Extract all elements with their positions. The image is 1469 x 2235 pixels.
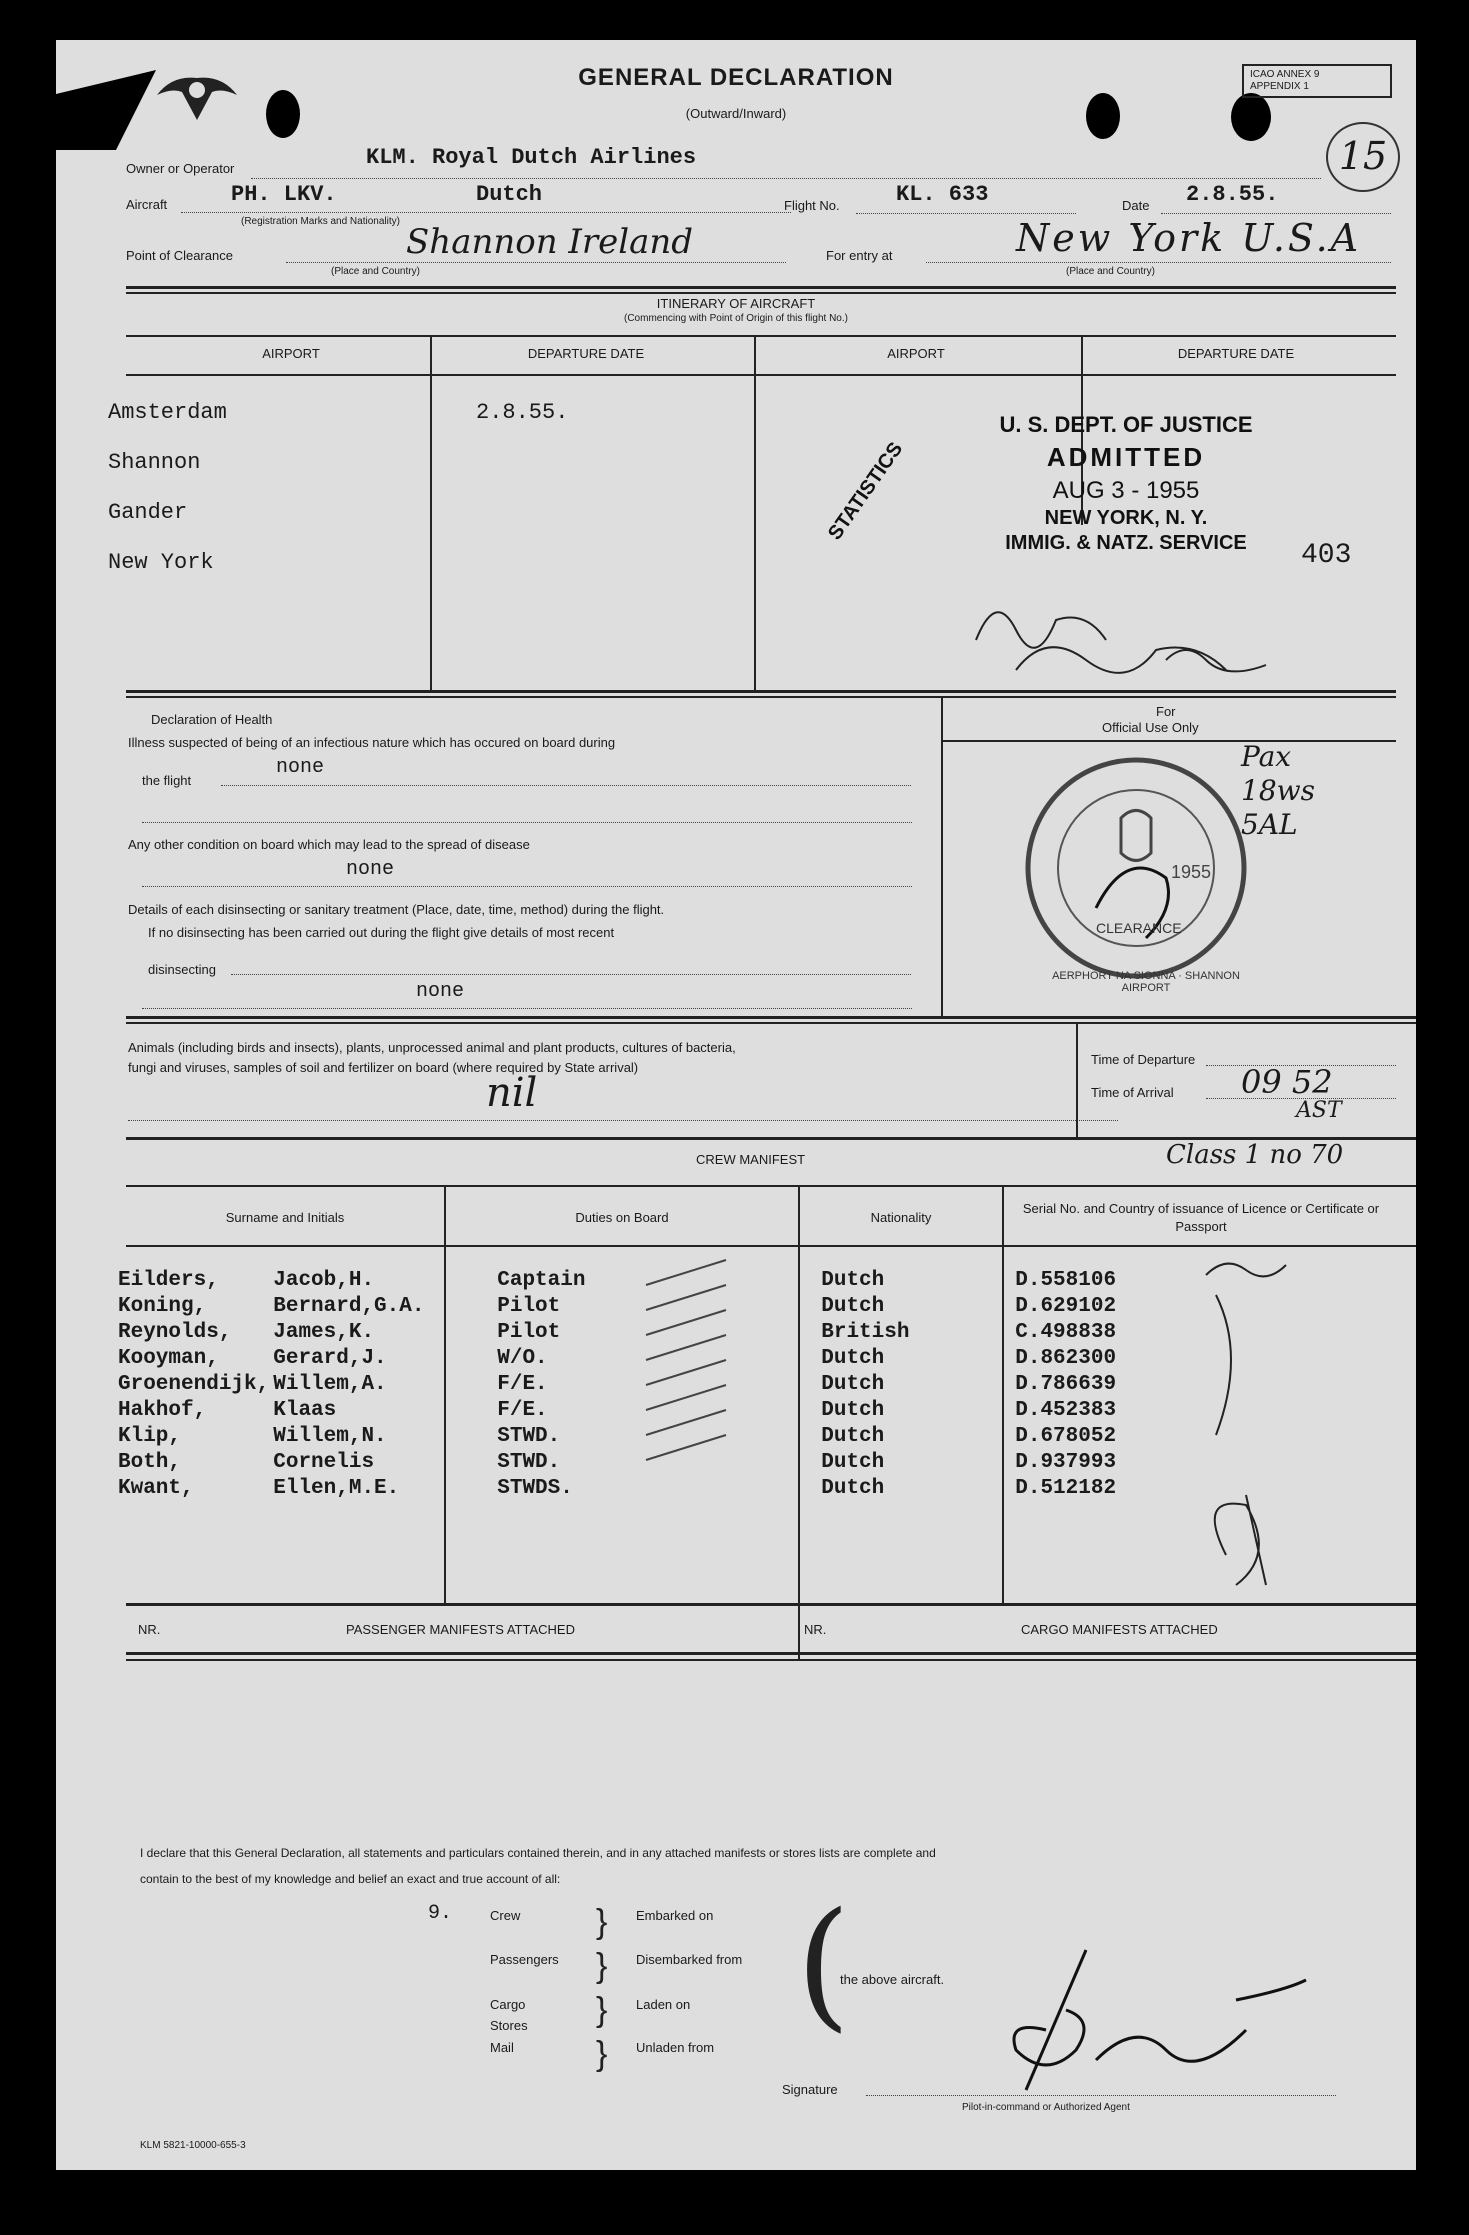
owner-label: Owner or Operator <box>126 161 235 176</box>
rule <box>126 292 1396 294</box>
illness-value: none <box>276 756 325 779</box>
crew-row <box>118 1294 1120 1320</box>
inspector-signature <box>956 580 1296 690</box>
crew-serial: C.498838 <box>1015 1321 1117 1344</box>
crew-serial: D.452383 <box>1015 1399 1117 1422</box>
illness-line <box>221 785 911 786</box>
crew-surname: Koning, <box>118 1295 207 1318</box>
clearance-line <box>286 262 786 263</box>
crew-firstname: James,K. <box>273 1321 375 1344</box>
decl-laden: Laden on <box>636 1997 691 2012</box>
clearance-label: Point of Clearance <box>126 248 233 263</box>
decl-cargo: Cargo <box>490 1997 526 2012</box>
rule <box>126 1652 1416 1655</box>
page-number: 15 <box>1326 122 1400 192</box>
aircraft-line <box>181 212 791 213</box>
crew-count: 9. <box>428 1902 453 1925</box>
stamp-clearance: CLEARANCE <box>1096 920 1182 936</box>
decl-stores: Stores <box>490 2018 528 2033</box>
cargo-manifests: CARGO MANIFESTS ATTACHED <box>1021 1622 1218 1637</box>
crew-nationality: Dutch <box>821 1477 885 1500</box>
col-rule <box>798 1603 800 1659</box>
official-note: Pax 18ws 5AL <box>1241 740 1315 841</box>
signature-label: Signature <box>782 2082 838 2097</box>
illness-text: Illness suspected of being of an infectious nature which has occured on board during <box>128 735 616 750</box>
itinerary-subtitle: (Commencing with Point of Origin of this flight No.) <box>624 313 848 324</box>
crew-serial: D.629102 <box>1015 1295 1117 1318</box>
document-page <box>56 40 1416 2170</box>
crew-duty: STWD. <box>497 1451 561 1474</box>
departure-time-label: Time of Departure <box>1091 1052 1196 1067</box>
justice-stamp <box>956 412 1296 555</box>
crew-duty: Captain <box>497 1269 586 1292</box>
crew-surname: Hakhof, <box>118 1399 207 1422</box>
crew-duty: Pilot <box>497 1321 561 1344</box>
crew-firstname: Gerard,J. <box>273 1347 387 1370</box>
crew-row <box>118 1372 1120 1398</box>
animals-text-1: Animals (including birds and insects), plants, unprocessed animal and plant products, cultures of bacteria, <box>128 1040 736 1055</box>
crew-duty: STWD. <box>497 1425 561 1448</box>
rule <box>126 690 1396 693</box>
col-rule <box>754 335 756 690</box>
rule <box>126 696 1396 698</box>
justice-admitted: ADMITTED <box>1046 442 1206 472</box>
crew-nationality: Dutch <box>821 1269 885 1292</box>
crew-header-name: Surname and Initials <box>225 1210 345 1225</box>
passenger-nr: NR. <box>138 1622 161 1637</box>
rule <box>126 1245 1416 1247</box>
arrival-time-zone: AST <box>1296 1098 1342 1123</box>
animals-value: nil <box>486 1070 538 1116</box>
crew-row <box>118 1268 1120 1294</box>
rule <box>126 1016 1416 1019</box>
crew-nationality: Dutch <box>821 1451 885 1474</box>
itin-header-departure-2: DEPARTURE DATE <box>1177 346 1295 361</box>
disinsect-line <box>231 974 911 975</box>
crew-title: CREW MANIFEST <box>696 1152 806 1167</box>
decl-unladen: Unladen from <box>636 2040 715 2055</box>
crew-nationality: Dutch <box>821 1425 885 1448</box>
decl-aircraft: the above aircraft. <box>840 1972 945 1987</box>
col-rule <box>1076 1022 1078 1137</box>
crew-serial: D.786639 <box>1015 1373 1117 1396</box>
crew-signature <box>1186 1255 1306 1595</box>
cargo-nr: NR. <box>804 1622 827 1637</box>
justice-city: NEW YORK, N. Y. <box>1044 507 1208 529</box>
departure-date: 2.8.55. <box>476 400 569 425</box>
form-footer: KLM 5821-10000-655-3 <box>140 2140 246 2151</box>
crew-serial: D.558106 <box>1015 1269 1117 1292</box>
crew-nationality: British <box>821 1321 910 1344</box>
crew-row <box>118 1476 1120 1502</box>
airport-4: New York <box>108 550 214 575</box>
crew-firstname: Ellen,M.E. <box>273 1477 400 1500</box>
crew-header-nationality: Nationality <box>870 1210 932 1225</box>
statistics-stamp: STATISTICS <box>823 438 908 545</box>
crew-surname: Reynolds, <box>118 1321 232 1344</box>
pilot-label: Pilot-in-command or Authorized Agent <box>962 2102 1130 2113</box>
crew-duty: W/O. <box>497 1347 548 1370</box>
rule <box>126 1185 1416 1187</box>
entry-label: For entry at <box>826 248 893 263</box>
form-subtitle: (Outward/Inward) <box>685 106 787 121</box>
flight-label: Flight No. <box>784 198 840 213</box>
entry-line <box>926 262 1391 263</box>
justice-dept: U. S. DEPT. OF JUSTICE <box>999 412 1253 437</box>
big-brace: ( <box>796 1883 851 2046</box>
airport-3: Gander <box>108 500 188 525</box>
decl-embarked: Embarked on <box>636 1908 714 1923</box>
disinsect-text-1: Details of each disinsecting or sanitary treatment (Place, date, time, method) during the flight. <box>128 902 665 917</box>
stamp-ring-text: AERPHORT NA SIONNA · SHANNON AIRPORT <box>1052 970 1240 994</box>
aircraft-nationality: Dutch <box>476 182 543 207</box>
justice-service: IMMIG. & NATZ. SERVICE <box>1005 532 1247 554</box>
crew-row <box>118 1346 1120 1372</box>
place-hint: (Place and Country) <box>331 266 420 277</box>
crew-firstname: Willem,N. <box>273 1425 387 1448</box>
aircraft-label: Aircraft <box>126 197 168 212</box>
crew-header-duties: Duties on Board <box>575 1210 669 1225</box>
official-use-for: For <box>1156 704 1176 719</box>
itin-header-airport: AIRPORT <box>262 346 320 361</box>
crew-serial: D.862300 <box>1015 1347 1117 1370</box>
pilot-signature <box>986 1940 1366 2110</box>
arrival-time-label: Time of Arrival <box>1091 1085 1174 1100</box>
date-line <box>1161 213 1391 214</box>
crew-surname: Kooyman, <box>118 1347 219 1370</box>
crew-surname: Eilders, <box>118 1269 219 1292</box>
crew-note: Class 1 no 70 <box>1166 1140 1344 1170</box>
decl-mail: Mail <box>490 2040 514 2055</box>
itin-header-departure: DEPARTURE DATE <box>527 346 645 361</box>
crew-firstname: Bernard,G.A. <box>273 1295 425 1318</box>
decl-passengers: Passengers <box>490 1952 559 1967</box>
other-text: Any other condition on board which may lead to the spread of disease <box>128 837 530 852</box>
place-hint-2: (Place and Country) <box>1066 266 1155 277</box>
brace: } } } } <box>596 1903 608 2073</box>
rule <box>126 286 1396 289</box>
stamp-number: 403 <box>1301 540 1352 571</box>
flight-value: KL. 633 <box>896 182 989 207</box>
stamp-year: 1955 <box>1171 862 1212 882</box>
annex-line: ICAO ANNEX 9 <box>1250 69 1320 80</box>
form-title: GENERAL DECLARATION <box>578 64 894 91</box>
crew-serial: D.937993 <box>1015 1451 1117 1474</box>
entry-value: New York U.S.A <box>1016 216 1362 260</box>
rule <box>126 1022 1416 1024</box>
shannon-airport-stamp <box>1016 748 1256 988</box>
arrival-time-value: 09 52 <box>1241 1063 1333 1101</box>
crew-row <box>118 1424 1120 1450</box>
date-value: 2.8.55. <box>1186 182 1279 207</box>
official-use-label: Official Use Only <box>1102 720 1199 735</box>
crew-firstname: Willem,A. <box>273 1373 387 1396</box>
crew-duty: F/E. <box>497 1399 548 1422</box>
crew-duty: F/E. <box>497 1373 548 1396</box>
crew-serial: D.678052 <box>1015 1425 1117 1448</box>
clearance-value: Shannon Ireland <box>406 222 694 262</box>
rule <box>126 1659 1416 1661</box>
animals-text-2: fungi and viruses, samples of soil and fertilizer on board (where required by State arrival) <box>128 1060 639 1075</box>
itin-header-airport-2: AIRPORT <box>887 346 945 361</box>
airport-2: Shannon <box>108 450 201 475</box>
justice-date: AUG 3 - 1955 <box>1052 477 1200 504</box>
airport-1: Amsterdam <box>108 400 227 425</box>
crew-row <box>118 1450 1120 1476</box>
disinsect-value: none <box>416 980 465 1003</box>
aircraft-value: PH. LKV. <box>231 182 337 207</box>
registration-hint: (Registration Marks and Nationality) <box>241 216 400 227</box>
other-line <box>142 886 912 887</box>
crew-nationality: Dutch <box>821 1373 885 1396</box>
crew-firstname: Cornelis <box>273 1451 375 1474</box>
crew-firstname: Jacob,H. <box>273 1269 375 1292</box>
crew-row <box>118 1320 1120 1346</box>
illness-line-2 <box>142 822 912 823</box>
disinsect-line-2 <box>142 1008 912 1009</box>
rule <box>126 374 1396 376</box>
crew-surname: Kwant, <box>118 1477 194 1500</box>
owner-value: KLM. Royal Dutch Airlines <box>366 145 697 170</box>
crew-serial: D.512182 <box>1015 1477 1117 1500</box>
other-value: none <box>346 858 395 881</box>
itinerary-title: ITINERARY OF AIRCRAFT <box>656 296 816 311</box>
rule <box>126 1603 1416 1606</box>
col-rule <box>941 696 943 1016</box>
animals-line <box>128 1120 1118 1121</box>
disinsect-label: disinsecting <box>148 962 216 977</box>
decl-crew: Crew <box>490 1908 521 1923</box>
crew-nationality: Dutch <box>821 1347 885 1370</box>
flight-line <box>856 213 1076 214</box>
col-rule <box>430 335 432 690</box>
passenger-manifests: PASSENGER MANIFESTS ATTACHED <box>346 1622 575 1637</box>
crew-rows <box>118 1268 1120 1502</box>
crew-duty: Pilot <box>497 1295 561 1318</box>
annex-box <box>1242 64 1392 98</box>
crew-firstname: Klaas <box>273 1399 337 1422</box>
crew-nationality: Dutch <box>821 1295 885 1318</box>
crew-duty: STWDS. <box>497 1477 573 1500</box>
rule <box>126 335 1396 337</box>
crew-surname: Both, <box>118 1451 182 1474</box>
crew-header-serial: Serial No. and Country of issuance of Licence or Certificate or Passport <box>1022 1201 1380 1234</box>
date-label: Date <box>1122 198 1150 213</box>
checkmarks <box>636 1255 746 1505</box>
disinsect-text-2: If no disinsecting has been carried out during the flight give details of most recent <box>148 925 615 940</box>
decl-disembarked: Disembarked from <box>636 1952 743 1967</box>
crew-surname: Klip, <box>118 1425 182 1448</box>
declaration-line-1: I declare that this General Declaration, all statements and particulars contained therein, and in any attached manifests or stores lists are complete and <box>140 1846 936 1860</box>
crew-row <box>118 1398 1120 1424</box>
declaration-line-2: contain to the best of my knowledge and belief an exact and true account of all: <box>140 1872 561 1886</box>
annex-appendix: APPENDIX 1 <box>1250 81 1309 92</box>
flight-text: the flight <box>142 773 192 788</box>
crew-nationality: Dutch <box>821 1399 885 1422</box>
health-title: Declaration of Health <box>151 712 273 727</box>
owner-line <box>251 178 1321 179</box>
crew-surname: Groenendijk, <box>118 1373 270 1396</box>
